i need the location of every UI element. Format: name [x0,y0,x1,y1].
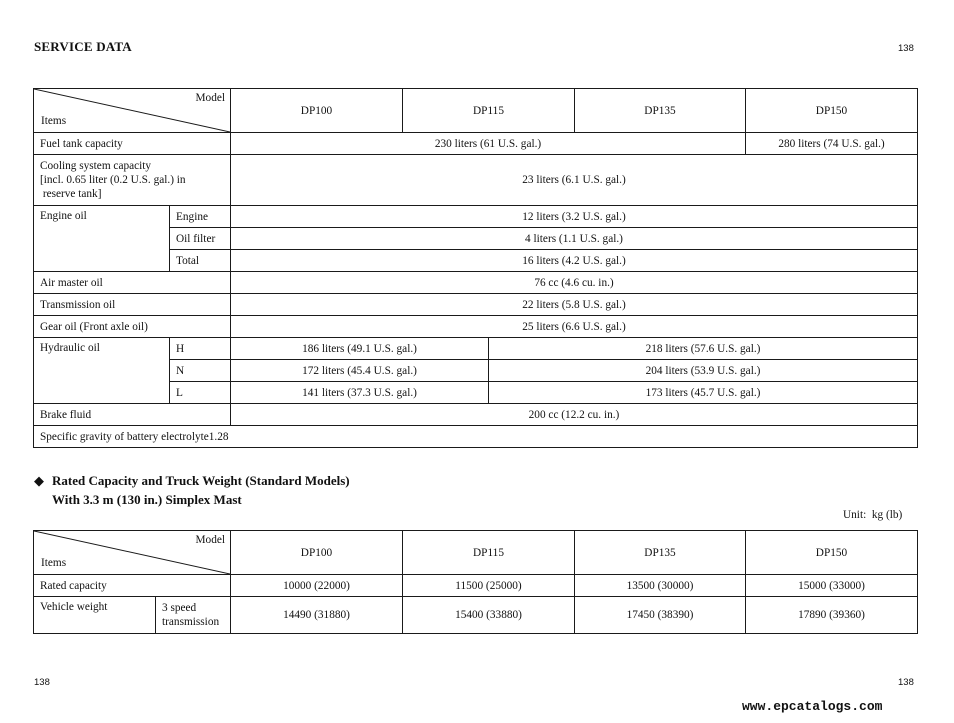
model-header-dp100: DP100 [231,531,403,575]
sub-label-n: N [170,360,231,382]
row-label-brake: Brake fluid [34,404,231,426]
row-label-rated: Rated capacity [34,575,231,597]
table-row [34,316,918,338]
cooling-label-line3: reserve tank] [40,188,102,200]
model-header-dp115: DP115 [403,89,575,133]
value-hydraulic-n-large: 204 liters (53.9 U.S. gal.) [489,360,918,382]
value-weight-dp150: 17890 (39360) [746,597,918,634]
diamond-bullet-icon: ◆ [34,473,44,488]
value-hydraulic-h-large: 218 liters (57.6 U.S. gal.) [489,338,918,360]
value-hydraulic-n-small: 172 liters (45.4 U.S. gal.) [231,360,489,382]
value-total: 16 liters (4.2 U.S. gal.) [231,250,918,272]
value-air-master: 76 cc (4.6 cu. in.) [231,272,918,294]
value-hydraulic-l-large: 173 liters (45.7 U.S. gal.) [489,382,918,404]
model-label: Model [195,534,225,546]
items-label: Items [41,557,67,569]
sub-label-transmission [156,597,231,634]
table-row [34,597,918,634]
page-number-right: 138 [898,677,914,688]
value-oil-filter: 4 liters (1.1 U.S. gal.) [231,228,918,250]
page-number-top: 138 [898,43,914,54]
model-header-dp135: DP135 [575,89,746,133]
row-label-battery: Specific gravity of battery electrolyte [40,430,209,443]
sub-label-line2: transmission [162,616,220,628]
row-label-transmission: Transmission oil [34,294,231,316]
value-gear: 25 liters (6.6 U.S. gal.) [231,316,918,338]
header-row [34,89,918,133]
table-row [34,575,918,597]
row-label-engine-oil: Engine oil [34,206,170,272]
row-label-gear: Gear oil (Front axle oil) [34,316,231,338]
cooling-label-line1: Cooling system capacity [40,160,152,172]
capacity-table [33,530,918,634]
section-heading-text1: Rated Capacity and Truck Weight (Standard Models) [52,473,350,488]
value-weight-dp100: 14490 (31880) [231,597,403,634]
value-cooling: 23 liters (6.1 U.S. gal.) [231,155,918,206]
sub-label-line1: 3 speed [162,602,197,614]
row-label-hydraulic: Hydraulic oil [34,338,170,404]
value-hydraulic-l-small: 141 liters (37.3 U.S. gal.) [231,382,489,404]
value-weight-dp135: 17450 (38390) [575,597,746,634]
row-battery [34,426,918,448]
row-label-air-master: Air master oil [34,272,231,294]
row-label-weight: Vehicle weight [34,597,156,634]
section-heading-line2: With 3.3 m (130 in.) Simplex Mast [52,492,242,507]
model-label: Model [195,92,225,104]
table-row [34,404,918,426]
section-heading-line1 [34,471,350,490]
cooling-label-line2: [incl. 0.65 liter (0.2 U.S. gal.) in [40,174,186,186]
model-header-dp150: DP150 [746,89,918,133]
sub-label-engine: Engine [170,206,231,228]
row-label-cooling [34,155,231,206]
table-row [34,426,918,448]
value-weight-dp115: 15400 (33880) [403,597,575,634]
service-data-table [33,88,918,448]
page-number-left: 138 [34,677,50,688]
model-header-dp150: DP150 [746,531,918,575]
value-rated-dp135: 13500 (30000) [575,575,746,597]
table-row [34,294,918,316]
model-items-header-cell [34,531,231,575]
value-rated-dp150: 15000 (33000) [746,575,918,597]
table-row [34,272,918,294]
model-header-dp135: DP135 [575,531,746,575]
sub-label-l: L [170,382,231,404]
row-label-fuel: Fuel tank capacity [34,133,231,155]
value-rated-dp100: 10000 (22000) [231,575,403,597]
section-heading [34,471,350,509]
value-engine: 12 liters (3.2 U.S. gal.) [231,206,918,228]
value-fuel-small: 230 liters (61 U.S. gal.) [231,133,746,155]
value-hydraulic-h-small: 186 liters (49.1 U.S. gal.) [231,338,489,360]
model-header-dp100: DP100 [231,89,403,133]
value-fuel-large: 280 liters (74 U.S. gal.) [746,133,918,155]
page-title: SERVICE DATA [34,39,132,54]
header-row [34,531,918,575]
table-row [34,338,918,360]
sub-label-h: H [170,338,231,360]
unit-label: Unit: kg (lb) [843,509,903,521]
value-rated-dp115: 11500 (25000) [403,575,575,597]
table-row [34,155,918,206]
table-row [34,206,918,228]
model-header-dp115: DP115 [403,531,575,575]
model-items-header-cell [34,89,231,133]
sub-label-total: Total [170,250,231,272]
watermark: www.epcatalogs.com [742,699,883,714]
value-transmission: 22 liters (5.8 U.S. gal.) [231,294,918,316]
value-battery: 1.28 [208,430,229,443]
table-row [34,133,918,155]
items-label: Items [41,115,67,127]
value-brake: 200 cc (12.2 cu. in.) [231,404,918,426]
sub-label-oil-filter: Oil filter [170,228,231,250]
